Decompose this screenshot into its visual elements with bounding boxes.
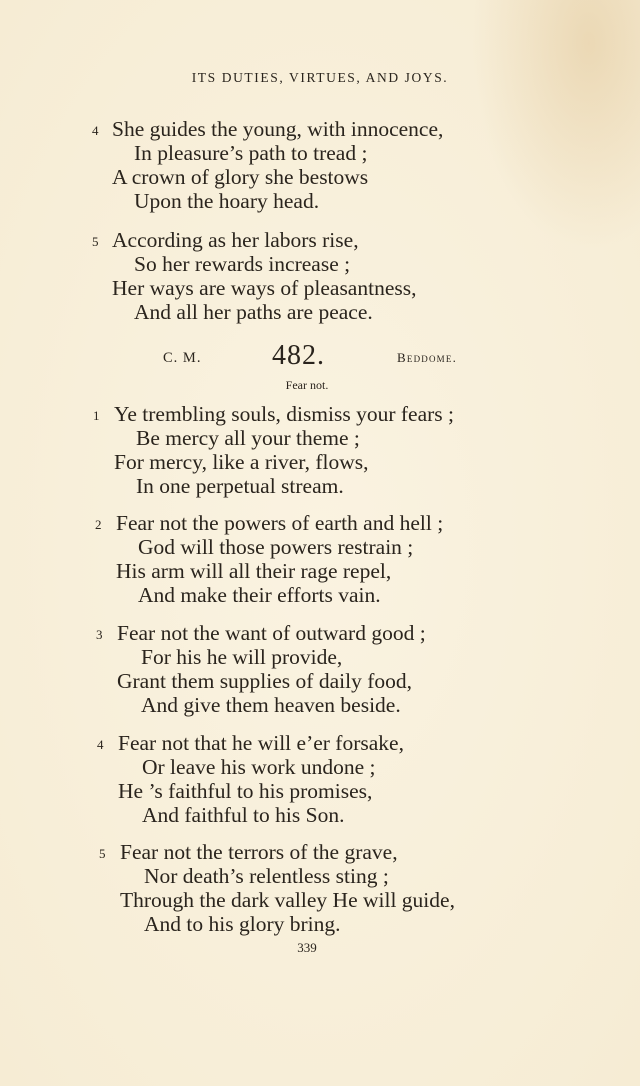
verse-line: Nor death’s relentless sting ; xyxy=(144,864,389,888)
verse-line: And faithful to his Son. xyxy=(142,803,345,827)
hymn-header xyxy=(0,340,640,380)
stanza-number: 1 xyxy=(93,408,100,423)
verse-line: She guides the young, with innocence, xyxy=(112,117,444,141)
verse-line: Fear not that he will e’er forsake, xyxy=(118,731,404,755)
verse-line: A crown of glory she bestows xyxy=(112,165,369,189)
verse-line: For mercy, like a river, flows, xyxy=(114,450,369,474)
page-number: 339 xyxy=(297,940,317,955)
stanza-number: 4 xyxy=(92,123,99,138)
hymn-author: Beddome. xyxy=(397,350,458,365)
verse-line: Fear not the terrors of the grave, xyxy=(120,840,398,864)
verse-line: For his he will provide, xyxy=(141,645,343,669)
hymn-subtitle: Fear not. xyxy=(285,378,329,392)
verse-line: His arm will all their rage repel, xyxy=(116,559,392,583)
verse-line: Grant them supplies of daily food, xyxy=(117,669,412,693)
verse-line: And all her paths are peace. xyxy=(134,300,373,324)
verse-line: Ye trembling souls, dismiss your fears ; xyxy=(114,402,455,426)
stanza-number: 5 xyxy=(92,234,99,249)
verse-line: Or leave his work undone ; xyxy=(142,755,376,779)
stanza-number: 5 xyxy=(99,846,106,861)
stanza-number: 2 xyxy=(95,517,102,532)
verse-line: Through the dark valley He will guide, xyxy=(120,888,455,912)
verse-line: Her ways are ways of pleasantness, xyxy=(112,276,417,300)
verse-line: He ’s faithful to his promises, xyxy=(118,779,373,803)
verse-line: Fear not the want of outward good ; xyxy=(117,621,426,645)
verse-line: Upon the hoary head. xyxy=(134,189,320,213)
verse-line: Be mercy all your theme ; xyxy=(136,426,360,450)
verse-line: God will those powers restrain ; xyxy=(138,535,414,559)
verse-line: In pleasure’s path to tread ; xyxy=(134,141,368,165)
stanza-number: 3 xyxy=(96,627,103,642)
hymn-number: 482. xyxy=(272,340,325,371)
verse-line: And to his glory bring. xyxy=(144,912,341,936)
verse-line: So her rewards increase ; xyxy=(134,252,351,276)
verse-line: According as her labors rise, xyxy=(112,228,359,252)
hymn-meter: C. M. xyxy=(163,350,202,366)
verse-line: Fear not the powers of earth and hell ; xyxy=(116,511,444,535)
running-head: ITS DUTIES, VIRTUES, AND JOYS. xyxy=(191,70,449,85)
stanza-number: 4 xyxy=(97,737,104,752)
verse-line: And make their efforts vain. xyxy=(138,583,381,607)
verse-line: And give them heaven beside. xyxy=(141,693,401,717)
verse-line: In one perpetual stream. xyxy=(136,474,344,498)
